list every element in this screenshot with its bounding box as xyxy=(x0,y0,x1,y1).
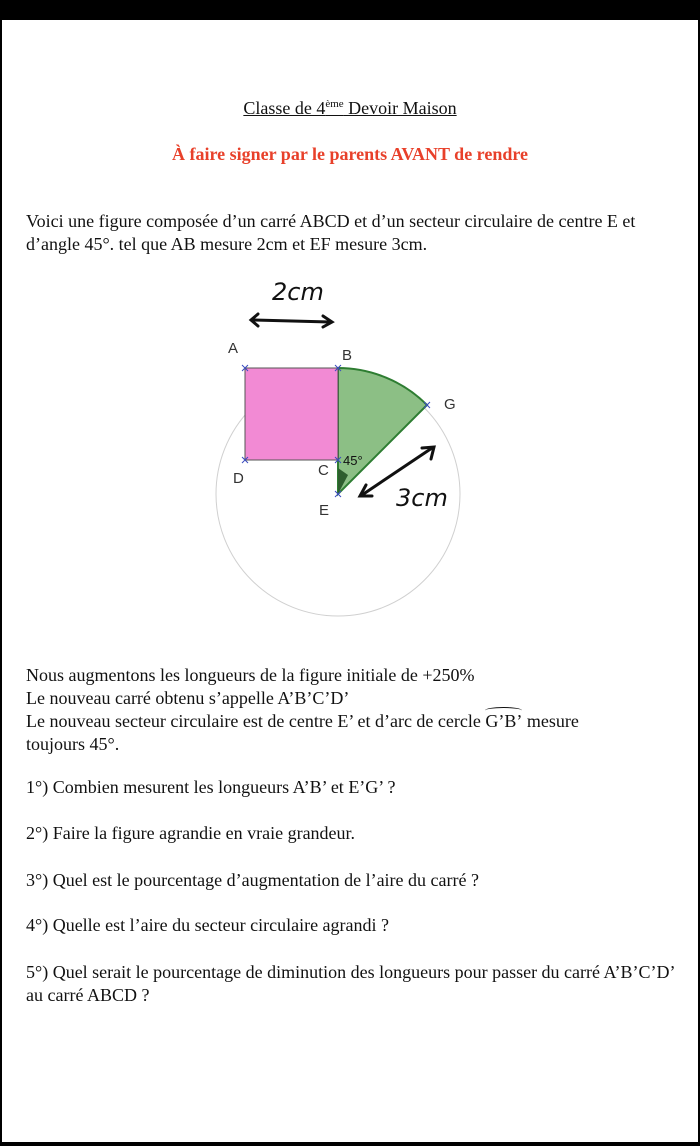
label-c: C xyxy=(318,462,329,479)
header-suffix: Devoir Maison xyxy=(343,98,457,118)
enlargement-line-2: Le nouveau carré obtenu s’appelle A’B’C’D’ xyxy=(26,688,350,708)
signature-instruction: À faire signer par le parents AVANT de rendre xyxy=(171,144,529,164)
line3-pre: Le nouveau secteur circulaire est de centre E’ et d’arc de cercle xyxy=(26,711,486,731)
enlargement-line-3 xyxy=(26,710,676,733)
label-e: E xyxy=(319,502,330,519)
length-ab-label: 2cm xyxy=(272,278,324,306)
label-g: G xyxy=(444,396,456,413)
enlargement-paragraph xyxy=(26,664,676,756)
intro-paragraph: Voici une figure composée d’un carré ABCD et d’un secteur circulaire de centre E et d’angle 45°. tel que AB mesure 2cm et EF mesure 3cm. xyxy=(26,211,636,254)
length-eg-label: 3cm xyxy=(396,484,448,512)
enlargement-line-4: toujours 45°. xyxy=(26,734,120,754)
question-4: 4°) Quelle est l’aire du secteur circulaire agrandi ? xyxy=(26,915,390,935)
square-abcd xyxy=(245,368,338,460)
document-page xyxy=(2,20,698,1142)
enlargement-line-1: Nous augmentons les longueurs de la figure initiale de +250% xyxy=(26,665,475,685)
header-superscript: ème xyxy=(325,98,344,110)
arc-notation: G’B’ xyxy=(485,711,523,731)
label-a: A xyxy=(228,340,239,357)
line3-post: mesure xyxy=(522,711,579,731)
angle-label: 45° xyxy=(343,453,363,468)
header-prefix: Classe de 4 xyxy=(243,98,326,118)
label-b: B xyxy=(342,347,353,364)
circular-sector xyxy=(338,368,427,494)
question-2: 2°) Faire la figure agrandie en vraie grandeur. xyxy=(26,823,356,843)
geometry-figure xyxy=(2,20,698,640)
question-1: 1°) Combien mesurent les longueurs A’B’ et E’G’ ? xyxy=(26,777,396,797)
length-ab-arrow xyxy=(251,314,332,327)
label-d: D xyxy=(233,470,244,487)
question-5: 5°) Quel serait le pourcentage de diminution des longueurs pour passer du carré A’B’C’D’ au carré ABCD ? xyxy=(26,962,675,1005)
question-3: 3°) Quel est le pourcentage d’augmentation de l’aire du carré ? xyxy=(26,870,479,890)
